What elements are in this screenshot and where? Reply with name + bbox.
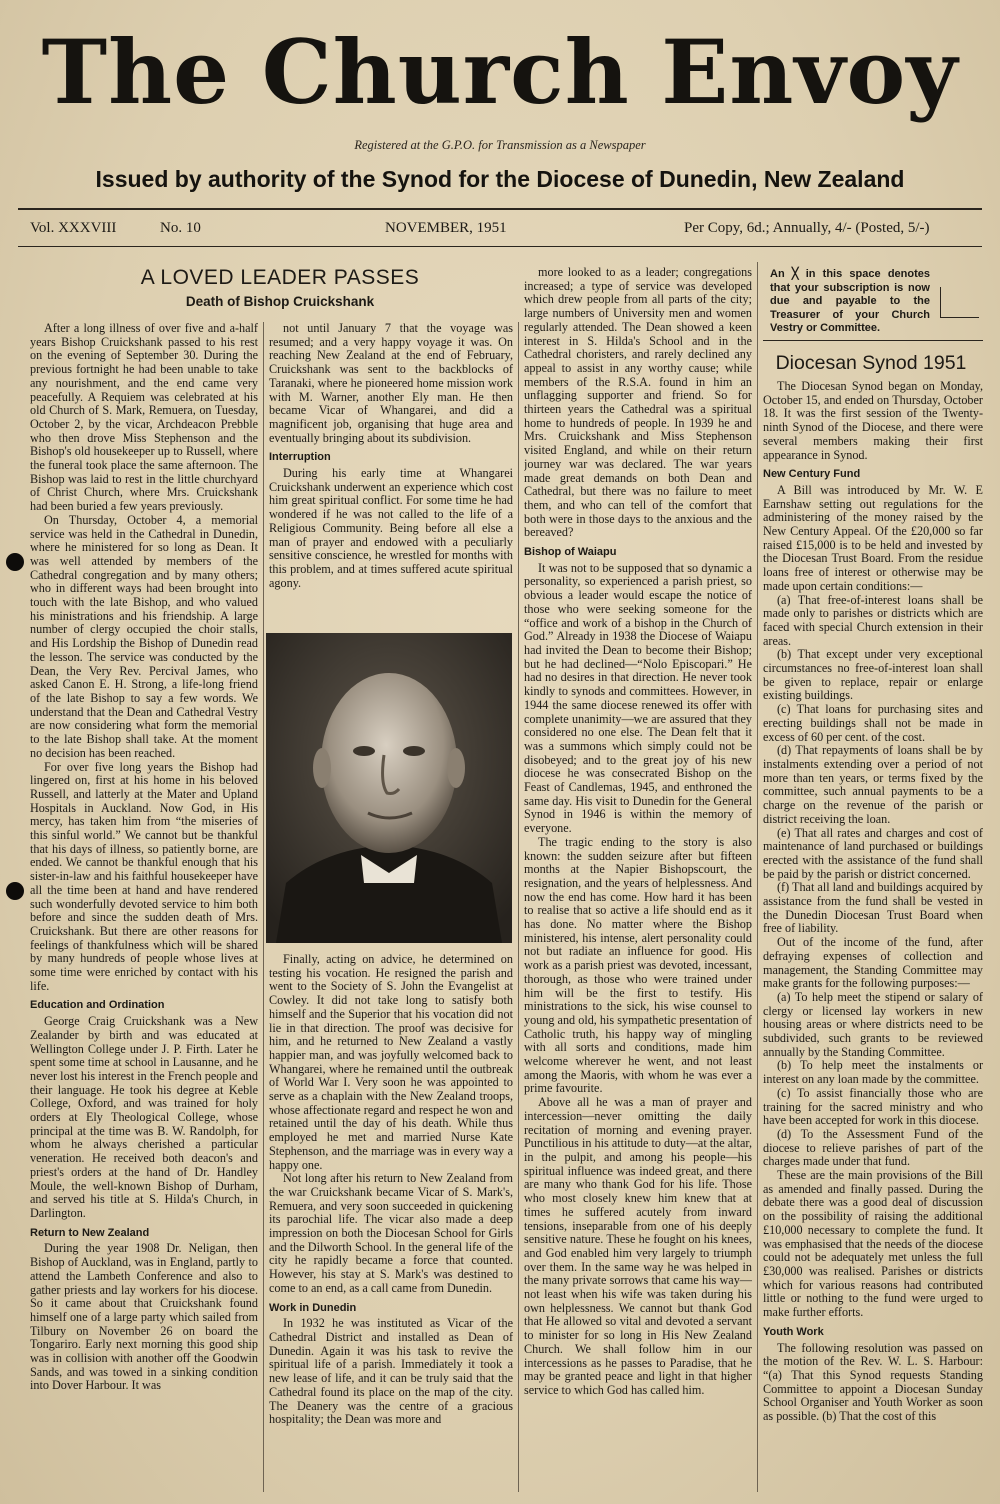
article-column-3 (524, 266, 752, 1494)
article-paragraph: Out of the income of the fund, after defraying expenses of collection and management, the Standing Committee may make grants for the following purposes:— (763, 935, 983, 991)
article-column-2-bottom (269, 953, 513, 1493)
masthead-title: The Church Envoy (41, 20, 959, 124)
article-paragraph: (c) That loans for purchasing sites and erecting buildings shall not be made in excess of 60 per cent. of the cost. (763, 702, 983, 744)
article-paragraph: The tragic ending to the story is also known: the sudden seizure after but fifteen months at the Napier Bishopscourt, the resignation, and the years of helplessness. And now the end has come. How hard it has been to realise that so active a life should end as it has done. No matter where the Bishop ministered, his intense, alert personality could not but radiate an influence for good. His work as a parish priest was devoted, incessant, thorough, as those who were trained under him will be the first to testify. His ministrations to the sick, his wise counsel to young and old, his sympathetic presentation of Catholic truth, his happy way of mingling with all sorts and conditions, made him welcome wherever he went, and not least among the Maoris, with whom he was ever a prime favourite. (524, 834, 752, 1096)
issue-number: No. 10 (160, 220, 201, 236)
price-line: Per Copy, 6d.; Annually, 4/- (Posted, 5/-) (684, 220, 930, 236)
subscription-notice: An ╳ in this space denotes that your subscription is now due and payable to the Treasurer of your Church Vestry or Committee. (770, 268, 930, 334)
article-paragraph: Above all he was a man of prayer and intercession—never omitting the daily recitation of morning and evening prayer. Punctilious in his attitude to duty—at the altar, in the pulpit, and among his people—his spiritual influence was indeed great, and there are many who thank God for his life. Those who most closely knew him knew that at times he suffered acutely from inward tensions, inseparable from one of his deeply sensitive nature. These he fought on his knees, and God enabled him very largely to triumph over them. In the same way he was helped in the many private sorrows that came his way—not least when his wife was taken during his own helplessness. We cannot but thank God that He allowed so vital and devoted a servant to minister for so long in His New Zealand Church. We shall follow him in our intercessions as he passes to Paradise, that he may be granted peace and light in that higher service to which God has called him. (524, 1095, 752, 1397)
article-paragraph: (c) To assist financially those who are training for the sacred ministry and who have been accepted for work in this diocese. (763, 1085, 983, 1128)
article-column-2-top (269, 322, 513, 622)
article-paragraph: Finally, acting on advice, he determined on testing his vocation. He resigned the parish and went to the Society of S. John the Evangelist at Cowley. It did not take long to satisfy both himself and the Superior that his vocation did not lie in that direction. The proof was decisive for him, and he returned to New Zealand a vastly happier man, and was joyfully welcomed back to Whangarei, where he remained until the outbreak of World War I. Very soon he was appointed to serve as a chaplain with the New Zealand troops, whose affectionate regard and respect he won and retained until the day of his death. While thus employed he met and married Nurse Kate Stephenson, and the marriage was in every way a happy one. (269, 953, 513, 1172)
article-paragraph: After a long illness of over five and a-half years Bishop Cruickshank passed to his rest on the evening of September 30. During the previous fortnight he had been unable to take any nourishment, and the end came very peacefully. A Requiem was celebrated at his old Church of S. Mark, Remuera, on Tuesday, October 2, by the vicar, Archdeacon Prebble who then drove Miss Stephenson and the Bishop's old housekeeper up to Russell, where the funeral took place the same afternoon. The Bishop was laid to rest in the little churchyard of Christ Church, where Mrs. Cruickshank had been buried a few years previously. (30, 322, 258, 514)
article-paragraph: These are the main provisions of the Bill as amended and finally passed. During the debate there was a good deal of discussion on the possibility of raising the additional £10,000 necessary to complete the fund. It was emphasised that the needs of the diocese could not be adequately met unless the full £30,000 was realised. Parishes or districts which for various reasons had contributed little or nothing to the fund were urged to make further efforts. (763, 1168, 983, 1320)
article-paragraph: (b) To help meet the instalments or interest on any loan made by the committee. (763, 1058, 983, 1087)
column-divider (263, 322, 264, 1492)
synod-column (763, 380, 983, 1494)
section-subhead: New Century Fund (763, 468, 861, 481)
article-paragraph: In 1932 he was instituted as Vicar of the Cathedral District and installed as Dean of Dunedin. Again it was his task to revive the spiritual life of a parish. Immediately it took a new lease of life, and it can be truly said that the Cathedral found its place on the map of the city. The Deanery was the centre of a gracious hospitality; the Dean was more and (269, 1316, 513, 1427)
lead-headline: A LOVED LEADER PASSES (140, 266, 420, 289)
synod-headline: Diocesan Synod 1951 (775, 352, 967, 374)
article-paragraph: (e) That all rates and charges and cost of maintenance of land purchased or buildings erected with the assistance of the fund shall be paid by the parish or district concerned. (763, 825, 983, 881)
article-paragraph: not until January 7 that the voyage was resumed; and a very happy voyage it was. On reaching New Zealand at the end of February, Cruickshank was sent to the backblocks of Taranaki, where he pioneered home mission work with M. Warner, another Ely man. He then became Vicar of Whangarei, and did a magnificent job, organising that huge area and eventually bringing about its subdivision. (269, 322, 513, 445)
article-paragraph: During the year 1908 Dr. Neligan, then Bishop of Auckland, was in England, partly to attend the Lambeth Conference and also to gather priests and lay workers for his diocese. So it came about that Cruickshank found himself one of a large party which sailed from Tilbury on November 26 on board the Tongariro. Early next morning this good ship was in collision with another off the Goodwin Sands, and was towed in a sinking condition into Dover Harbour. It was (30, 1241, 258, 1393)
binding-hole (6, 882, 24, 900)
section-subhead: Work in Dunedin (269, 1301, 357, 1314)
article-paragraph: George Craig Cruickshank was a New Zealander by birth and was educated at Wellington College under J. P. Firth. Later he spent some time at school in Lausanne, and he never lost his interest in the French people and their language. He took his degree at Keble College, Oxford, and was trained for holy orders at Ely Theological College, whose principal at the time was B. W. Randolph, for whom he always cherished a particular veneration. He received both deacon's and priest's orders at the hand of Dr. Handley Moule, the well-known Bishop of Durham, and served his title at S. Hilda's Church, in Darlington. (30, 1014, 258, 1220)
subscription-mark-box (940, 287, 979, 318)
lead-subheadline: Death of Bishop Cruickshank (185, 294, 375, 309)
column-divider (518, 322, 519, 1492)
column-divider (757, 262, 758, 1492)
article-paragraph: (a) That free-of-interest loans shall be made only to parishes or districts which are faced with special Church extension in their areas. (763, 592, 983, 648)
binding-hole (6, 553, 24, 571)
article-paragraph: (d) That repayments of loans shall be by instalments extending over a period of not more than ten years, or terms fixed by the committee, such annual payments to be a charge on the revenue of the parish or district receiving the loan. (763, 743, 983, 826)
article-column-1 (30, 322, 258, 1494)
article-paragraph: The following resolution was passed on the motion of the Rev. W. L. S. Harbour: “(a) That this Synod requests Standing Committee to appoint a Diocesan Sunday School Organiser and Youth Worker as soon as possible. (b) That the cost of this (763, 1340, 983, 1424)
top-rule (18, 208, 982, 210)
article-paragraph: For over five long years the Bishop had lingered on, first at his home in his beloved Russell, and latterly at the Mater and Upland Hospitals in Auckland. Now God, in His mercy, has taken him from “the miseries of this sinful world.” We cannot but be thankful that his days of illness, so patiently borne, are ended. We cannot be thankful enough that his sister-in-law and his faithful housekeeper have all the time been at hand and have rendered such wonderfully devoted service to him both before and since the sudden death of Mrs. Cruickshank. But there are other reasons for feelings of thankfulness which will be shared by many hundreds of people whose lives at some time were enriched by contact with his life. (30, 759, 258, 993)
section-subhead: Youth Work (763, 1325, 824, 1338)
section-subhead: Interruption (269, 451, 331, 464)
article-paragraph: (b) That except under very exceptional circumstances no free-of-interest loan shall be given to replace, repair or enlarge existing buildings. (763, 647, 983, 703)
article-paragraph: (f) That all land and buildings acquired by assistance from the fund shall be vested in the Dunedin Diocesan Trust Board when free of liability. (763, 880, 983, 936)
bishop-portrait-photo (266, 633, 512, 943)
notice-rule (763, 340, 983, 341)
article-paragraph: On Thursday, October 4, a memorial service was held in the Cathedral in Dunedin, where he ministered for so long as Dean. It was well attended by members of the Cathedral congregation and by many others; who in different ways had been brought into touch with the late Bishop, and who valued his ministrations and his friendship. A large number of clergy occupied the choir stalls, and His Lordship the Bishop of Dunedin read the lesson. The service was conducted by the Dean, the Very Rev. Percival James, who asked Canon E. H. Strong, a life-long friend of the late Bishop to say a few words. We understand that the Dean and Cathedral Vestry are now considering what form the memorial to the late Bishop shall take. At the moment no decision has been reached. (30, 512, 258, 760)
authority-line: Issued by authority of the Synod for the Diocese of Dunedin, New Zealand (95, 166, 905, 192)
article-paragraph: (d) To the Assessment Fund of the diocese to relieve parishes of part of the charges made under that fund. (763, 1126, 983, 1169)
issue-date: NOVEMBER, 1951 (385, 220, 507, 236)
article-paragraph: The Diocesan Synod began on Monday, October 15, and ended on Thursday, October 18. It was the first session of the Twenty-ninth Synod of the Diocese, and there were several members making their first appearance in Synod. (763, 380, 983, 462)
section-subhead: Education and Ordination (30, 999, 165, 1012)
article-paragraph: (a) To help meet the stipend or salary of clergy or licensed lay workers in new housing areas or where districts need to be subdivided, such grants to be reviewed annually by the Standing Committee. (763, 989, 983, 1059)
dateline-rule (18, 246, 982, 247)
article-paragraph: During his early time at Whangarei Cruickshank underwent an experience which cost him great spiritual conflict. For some time he had wondered if he was not called to the life of a Religious Community. Being before all else a man of prayer and endowed with a peculiarly sensitive conscience, he wrestled for months with this problem, and at times suffered acute spiritual agony. (269, 466, 513, 590)
article-paragraph: It was not to be supposed that so dynamic a personality, so experienced a parish priest, so obvious a leader would escape the notice of those who were seeking someone for the “office and work of a bishop in the Church of God.” Already in 1938 the Diocese of Waiapu had invited the Dean to become their Bishop; but he had declined—“Nolo Episcopari.” He had no desires in that direction. He never took kindly to synods and committees. However, in 1944 the same diocese renewed its offer with complete unanimity—we are assured that they considered no one else. The Dean felt that it was a summons which simply could not be disobeyed; and to the great joy of his new diocese he was consecrated Bishop on the Feast of Candlemas, 1945, and enthroned the same day. His visit to Dunedin for the General Synod in 1946 is within the memory of everyone. (524, 560, 752, 836)
registration-line: Registered at the G.P.O. for Transmission as a Newspaper (354, 138, 646, 152)
section-subhead: Bishop of Waiapu (524, 546, 617, 559)
article-paragraph: A Bill was introduced by Mr. W. E Earnshaw setting out regulations for the administering of the money raised by the New Century Appeal. Of the £20,000 so far raised £15,000 is to be held and invested by the Diocesan Trust Board. From the residue loans free of interest or otherwise may be made upon certain conditions:— (763, 482, 983, 593)
volume-label: Vol. XXXVIII (30, 220, 117, 236)
article-paragraph: Not long after his return to New Zealand from the war Cruickshank became Vicar of S. Mark's, Remuera, and very soon succeeded in quickening its parochial life. The vicar also made a deep impression on both the Diocesan School for Girls and the Dilworth School. In the general life of the city he rapidly became a force that counted. However, his stay at S. Mark's was destined to come to an end, as a call came from Dunedin. (269, 1171, 513, 1295)
article-paragraph: more looked to as a leader; congregations increased; a type of service was developed which drew people from all parts of the city; large numbers of University men and women regularly attended. The Dean showed a keen interest in S. Hilda's School and in the Cathedral choristers, and rarely declined any appeal to assist in any worthy cause; while members of the R.S.A. found in him an unflagging supporter and friend. So for thirteen years the Cathedral was a spiritual home to hundreds of people. In 1939 he and Mrs. Cruickshank and Miss Stephenson visited England, and while on their return journey war was declared. The war years made great demands on both Dean and Cathedral, but there was no failure to meet them, and who can tell of the comfort that both were in those days to the anxious and the bereaved? (524, 266, 752, 540)
section-subhead: Return to New Zealand (30, 1226, 150, 1239)
portrait-image (266, 633, 512, 943)
